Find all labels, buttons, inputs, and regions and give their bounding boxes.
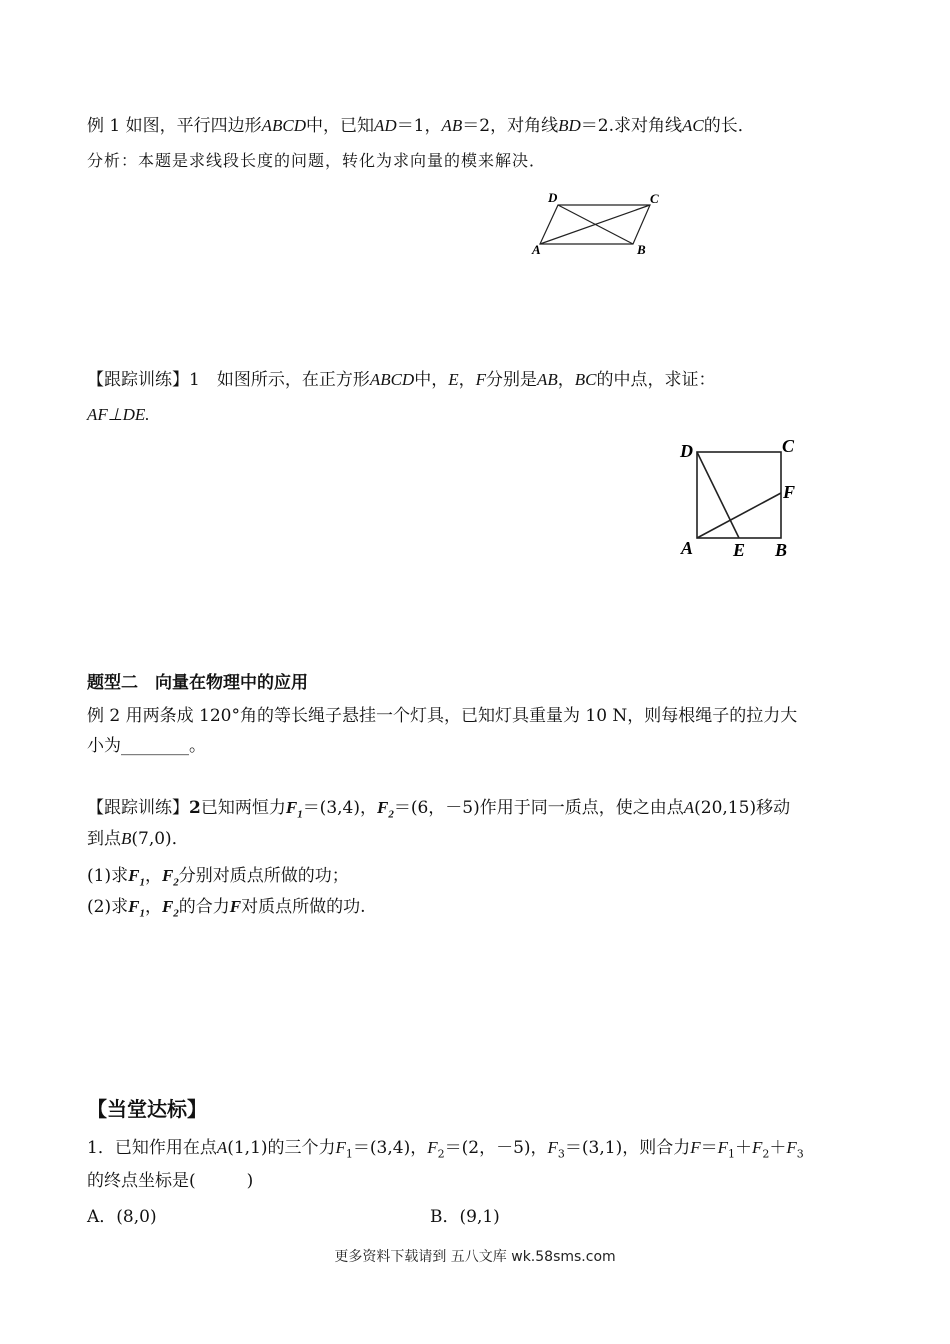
- example-2-line1: 例 2 用两条成 120°角的等长绳子悬挂一个灯具，已知灯具重量为 10 N，则每根绳子的拉力大: [87, 706, 798, 726]
- label-f: F: [783, 482, 796, 502]
- sub-1: 1: [728, 1147, 736, 1161]
- train1-abcd: ABCD: [369, 370, 415, 389]
- q1-text: 分别对质点所做的功；: [178, 866, 349, 886]
- train1-text: 的中点，求证：: [596, 370, 716, 390]
- drill-text: ＝(3,4)，: [352, 1138, 428, 1158]
- train1-bc: BC: [574, 370, 597, 389]
- f1-symbol: F: [285, 798, 298, 817]
- train1-text: ，: [458, 370, 476, 390]
- ex1-text: 中，已知: [306, 116, 375, 136]
- f-symbol: F: [547, 1138, 558, 1157]
- train2-text: ＝(3,4)，: [302, 798, 377, 818]
- f-symbol: F: [786, 1138, 797, 1157]
- label-c: C: [650, 191, 659, 206]
- parallelogram-figure: [528, 186, 668, 262]
- example-2-line2: 小为________。: [87, 736, 206, 756]
- train1-f: F: [475, 370, 486, 389]
- ex1-ac: AC: [682, 116, 704, 135]
- ex1-ad: AD: [374, 116, 397, 135]
- f-symbol: F: [335, 1138, 346, 1157]
- q1-text: (1)求: [87, 866, 129, 886]
- f2-symbol: F: [161, 897, 174, 916]
- label-e: E: [733, 540, 746, 560]
- drill-text: ＝(2，－5)，: [444, 1138, 548, 1158]
- train1-ab: AB: [537, 370, 558, 389]
- sub-3: 3: [796, 1147, 804, 1161]
- f1-symbol: F: [128, 897, 140, 916]
- label-d: D: [548, 190, 558, 205]
- train2-prefix: 【跟踪训练】: [87, 798, 189, 818]
- ex1-bd: BD: [558, 116, 581, 135]
- training-2-line2: [87, 827, 189, 851]
- square-figure: [672, 432, 812, 562]
- point-a: A: [216, 1138, 228, 1157]
- f1-sub: 1: [139, 876, 145, 889]
- ex1-ab: AB: [441, 116, 463, 135]
- training-2-line1: [87, 796, 790, 826]
- label-b: B: [637, 242, 646, 257]
- f-symbol: F: [229, 897, 242, 916]
- analysis-text: 分析：本题是求线段长度的问题，转化为求向量的模来解决．: [87, 151, 547, 170]
- q2-text: (2)求: [87, 897, 129, 917]
- drill-q1-line1: [87, 1136, 804, 1166]
- sub-2: 2: [762, 1147, 770, 1161]
- q2-text: 对质点所做的功.: [241, 897, 366, 917]
- section-heading-drill: 【当堂达标】: [87, 1097, 207, 1121]
- drill-text: ＝: [700, 1138, 718, 1158]
- option-b: B．(9,1): [430, 1207, 500, 1227]
- f-symbol: F: [752, 1138, 763, 1157]
- label-c: C: [782, 436, 795, 456]
- label-d: D: [680, 441, 693, 461]
- f2-symbol: F: [377, 798, 389, 817]
- f1-symbol: F: [128, 866, 140, 885]
- sub-1: 1: [345, 1147, 353, 1161]
- drill-q1-line2: 的终点坐标是( ): [87, 1171, 254, 1191]
- q2-text: ，: [144, 897, 162, 917]
- ex1-abcd: ABCD: [261, 116, 307, 135]
- f-symbol: F: [717, 1138, 729, 1157]
- train2-num: 2: [189, 798, 201, 818]
- option-a: A．(8,0): [87, 1207, 157, 1227]
- ex1-text: 的长．: [703, 116, 755, 136]
- f1-sub: 1: [139, 907, 145, 920]
- training-1-claim: AF⊥DE.: [87, 405, 150, 424]
- q1-text: ，: [144, 866, 162, 886]
- train1-text: 中，: [414, 370, 449, 390]
- f1-sub: 1: [297, 808, 303, 821]
- train2-text: 已知两恒力: [200, 798, 286, 818]
- train2-text: ＝(6，－5)作用于同一质点，使之由点: [393, 798, 684, 818]
- drill-text: 1．已知作用在点: [87, 1138, 217, 1158]
- label-a: A: [681, 538, 694, 558]
- drill-text: ＝(3,1)，则合力: [564, 1138, 691, 1158]
- q2-text: 的合力: [178, 897, 230, 917]
- ex1-text: ＝1，: [396, 116, 442, 136]
- f2-sub: 2: [173, 907, 179, 920]
- train1-e: E: [448, 370, 459, 389]
- sub-3: 3: [557, 1147, 565, 1161]
- train2-text: 到点: [87, 829, 121, 849]
- drill-text: (1,1)的三个力: [227, 1138, 336, 1158]
- ex1-text: ＝2.求对角线: [580, 116, 683, 136]
- training-1-text: [87, 368, 716, 392]
- train1-text: 分别是: [486, 370, 537, 390]
- plus-sign: ＋: [769, 1138, 787, 1158]
- sub-2: 2: [437, 1147, 445, 1161]
- ex1-prefix: 例 1 如图，平行四边形: [87, 116, 262, 136]
- footer-text: 更多资料下载请到 五八文库 wk.58sms.com: [334, 1249, 616, 1265]
- f2-symbol: F: [161, 866, 174, 885]
- train2-text: (7,0)．: [131, 829, 189, 849]
- f-symbol: F: [690, 1138, 701, 1157]
- train2-text: (20,15)移动: [694, 798, 791, 818]
- point-a: A: [683, 798, 695, 817]
- point-b: B: [121, 829, 132, 848]
- label-b: B: [775, 540, 788, 560]
- f2-sub: 2: [173, 876, 179, 889]
- ex1-text: ＝2，对角线: [462, 116, 559, 136]
- plus-sign: ＋: [735, 1138, 753, 1158]
- train1-prefix: 【跟踪训练】1 如图所示，在正方形: [87, 370, 370, 390]
- section-heading-type2: 题型二 向量在物理中的应用: [87, 673, 308, 693]
- label-a: A: [532, 242, 541, 257]
- f2-sub: 2: [388, 808, 394, 821]
- train1-text: ，: [557, 370, 575, 390]
- example-1-text: [87, 114, 755, 138]
- training-2-q1: [87, 864, 349, 894]
- f-symbol: F: [427, 1138, 438, 1157]
- training-2-q2: [87, 895, 366, 925]
